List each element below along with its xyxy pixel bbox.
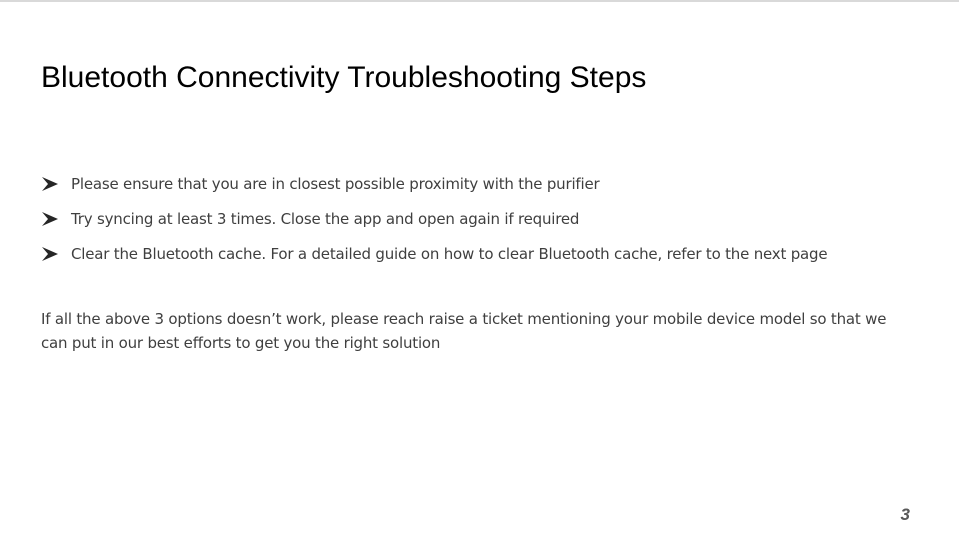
- list-item-text: Try syncing at least 3 times. Close the app and open again if required: [71, 209, 580, 228]
- page-number: 3: [900, 505, 910, 524]
- list-item: [41, 236, 827, 271]
- arrow-bullet-icon: [41, 176, 59, 192]
- slide-title: Bluetooth Connectivity Troubleshooting Steps: [41, 61, 647, 94]
- slide-top-border: [0, 0, 959, 2]
- troubleshooting-steps-list: [41, 166, 827, 271]
- list-item: [41, 201, 827, 236]
- arrow-bullet-icon: [41, 211, 59, 227]
- list-item: [41, 166, 827, 201]
- escalation-note-line-2: can put in our best efforts to get you the right solution: [41, 334, 441, 352]
- arrow-bullet-icon: [41, 246, 59, 262]
- escalation-note-line-1: If all the above 3 options doesn’t work, please reach raise a ticket mentioning your mobile device model so that we: [41, 310, 887, 328]
- escalation-note: [41, 307, 921, 355]
- list-item-text: Clear the Bluetooth cache. For a detailed guide on how to clear Bluetooth cache, refer to the next page: [71, 244, 828, 263]
- list-item-text: Please ensure that you are in closest possible proximity with the purifier: [71, 174, 600, 193]
